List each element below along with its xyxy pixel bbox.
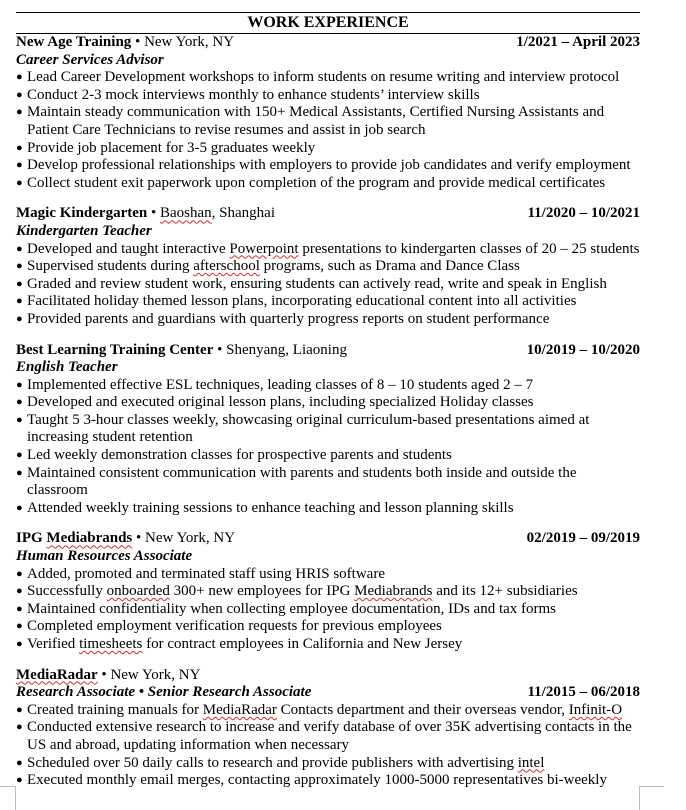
spellcheck-word[interactable]: Baoshan [160,205,212,222]
separator: • [213,341,227,358]
job-entry [16,342,640,518]
company-name: IPG Mediabrands [16,530,133,547]
bullet-item: ● Maintained consistent communication with parents and students both inside and outside the classroom [16,464,577,499]
bullet-item: ● Develop professional relationships with employers to provide job candidates and verify employment [16,157,631,174]
bullet-item: ● Developed and executed original lesson plans, including specialized Holiday classes [16,394,534,411]
bullet-icon: ● [16,774,23,787]
bullet-icon: ● [16,159,23,172]
bullet-icon: ● [16,602,23,615]
bullet-icon: ● [16,585,23,598]
job-header [16,34,640,52]
job-location: New York, NY [144,34,235,50]
company-name: New Age Training [16,34,132,50]
bullet-icon: ● [16,378,23,391]
bullet-item: ● Verified timesheets for contract employees in California and New Jersey [16,636,463,652]
job-title: Research Associate • Senior Research Associate [16,684,312,701]
job-bullets [16,377,640,518]
spellcheck-word[interactable]: Infinit-O [568,701,623,718]
bullet-icon: ● [16,721,23,734]
bullet-icon: ● [16,295,23,308]
spellcheck-word[interactable]: onboarded [106,583,170,600]
company-name[interactable]: MediaRadar [16,666,98,683]
job-header [16,342,640,360]
bullet-icon: ● [16,106,23,119]
job-header [16,530,640,548]
separator: • [97,666,111,683]
job-dates: 11/2015 – 06/2018 [527,684,640,701]
job-title: Career Services Advisor [16,51,164,68]
bullet-icon: ● [16,141,23,154]
bullet-item: ● Supervised students during afterschool programs, such as Drama and Dance Class [16,258,520,275]
spellcheck-word[interactable]: Mediabrands [46,530,133,547]
bullet-icon: ● [16,312,23,325]
job-dates: 1/2021 – April 2023 [516,34,640,50]
bullet-item: ● Conducted extensive research to increase and verify database of over 35K advertising contacts in the US and abroad, updating information when necessary [16,719,632,753]
bullet-icon: ● [16,620,23,633]
spellcheck-word[interactable]: afterschool [193,258,260,275]
job-location: Baoshan, Shanghai [160,205,275,222]
job-header [16,667,640,685]
bullet-icon: ● [16,501,23,514]
job-location: New York, NY [110,666,201,683]
bullet-item: ● Provided parents and guardians with quarterly progress reports on student performance [16,310,550,327]
bullet-item: ● Scheduled over 50 daily calls to research and provide publishers with advertising intel [16,754,545,771]
job-bullets [16,69,640,192]
separator: • [131,34,145,50]
page-corner-mark-right [639,786,664,810]
job-location: New York, NY [145,530,236,547]
bullet-icon: ● [16,413,23,426]
spellcheck-word[interactable]: Mediabrands [354,583,433,600]
separator: • [132,530,146,547]
section-title: WORK EXPERIENCE [247,14,409,31]
job-bullets [16,241,640,329]
bullet-item: ● Added, promoted and terminated staff using HRIS software [16,565,385,582]
bullet-item: ● Provide job placement for 3-5 graduates weekly [16,139,316,156]
job-title: Kindergarten Teacher [16,222,152,239]
page-corner-mark-left [0,786,16,810]
bullet-icon: ● [16,176,23,189]
job-entry [16,530,640,653]
bullet-icon: ● [16,242,23,255]
bullet-item: ● Led weekly demonstration classes for prospective parents and students [16,447,452,464]
spellcheck-word[interactable]: MediaRadar [202,701,277,718]
job-dates: 10/2019 – 10/2020 [526,341,640,358]
job-bullets [16,702,640,790]
job-dates: 11/2020 – 10/2021 [527,205,640,222]
bullet-item: ● Developed and taught interactive Powerpoint presentations to kindergarten classes of 20 – 25 students [16,240,640,257]
bullet-item: ● Implemented effective ESL techniques, leading classes of 8 – 10 students aged 2 – 7 [16,376,534,393]
bullet-item: ● Maintain steady communication with 150+ Medical Assistants, Certified Nursing Assistants and Patient Care Technicians to revise resumes and assist in job search [16,104,605,138]
job-entry [16,34,640,192]
bullet-item: ● Created training manuals for MediaRadar Contacts department and their overseas vendor, Infinit-O [16,701,623,718]
spellcheck-word[interactable]: Powerpoint [229,240,299,257]
job-bullets [16,566,640,654]
bullet-icon: ● [16,277,23,290]
spellcheck-word[interactable]: timesheets [79,636,143,652]
job-location: Shenyang, Liaoning [226,341,347,358]
job-dates: 02/2019 – 09/2019 [526,530,640,547]
work-experience-list [16,34,640,790]
bullet-icon: ● [16,260,23,273]
spellcheck-word[interactable]: intel [517,754,545,771]
bullet-icon: ● [16,567,23,580]
bullet-icon: ● [16,396,23,409]
bullet-item: ● Maintained confidentiality when collecting employee documentation, IDs and tax forms [16,600,557,617]
section-rule-top [16,12,640,13]
bullet-icon: ● [16,449,23,462]
bullet-item: ● Facilitated holiday themed lesson plans, incorporating educational content into all activities [16,293,577,310]
company-name: Magic Kindergarten [16,205,148,222]
company-name: Best Learning Training Center [16,341,214,358]
bullet-item: ● Completed employment verification requests for previous employees [16,618,442,635]
bullet-icon: ● [16,638,23,650]
bullet-icon: ● [16,756,23,769]
bullet-item: ● Lead Career Development workshops to inform students on resume writing and interview protocol [16,69,620,86]
bullet-item: ● Collect student exit paperwork upon completion of the program and provide medical certificates [16,174,606,191]
bullet-icon: ● [16,71,23,84]
bullet-item: ● Taught 5 3-hour classes weekly, showcasing original curriculum-based presentations aimed at increasing student retention [16,411,590,446]
bullet-item: ● Attended weekly training sessions to enhance teaching and lesson planning skills [16,499,514,516]
bullet-item: ● Executed monthly email merges, contacting approximately 1000-5000 representatives bi-weekly [16,772,607,789]
job-title: Human Resources Associate [16,548,193,565]
bullet-icon: ● [16,88,23,101]
bullet-icon: ● [16,703,23,716]
bullet-item: ● Conduct 2-3 mock interviews monthly to enhance students’ interview skills [16,86,480,103]
separator: • [147,205,160,222]
bullet-icon: ● [16,466,23,479]
job-title-row [16,684,640,702]
job-title: English Teacher [16,359,118,376]
bullet-item: ● Successfully onboarded 300+ new employees for IPG Mediabrands and its 12+ subsidiaries [16,583,578,600]
job-header [16,205,640,223]
job-entry [16,205,640,328]
job-entry [16,667,640,790]
bullet-item: ● Graded and review student work, ensuring students can actively read, write and speak in English [16,275,607,292]
